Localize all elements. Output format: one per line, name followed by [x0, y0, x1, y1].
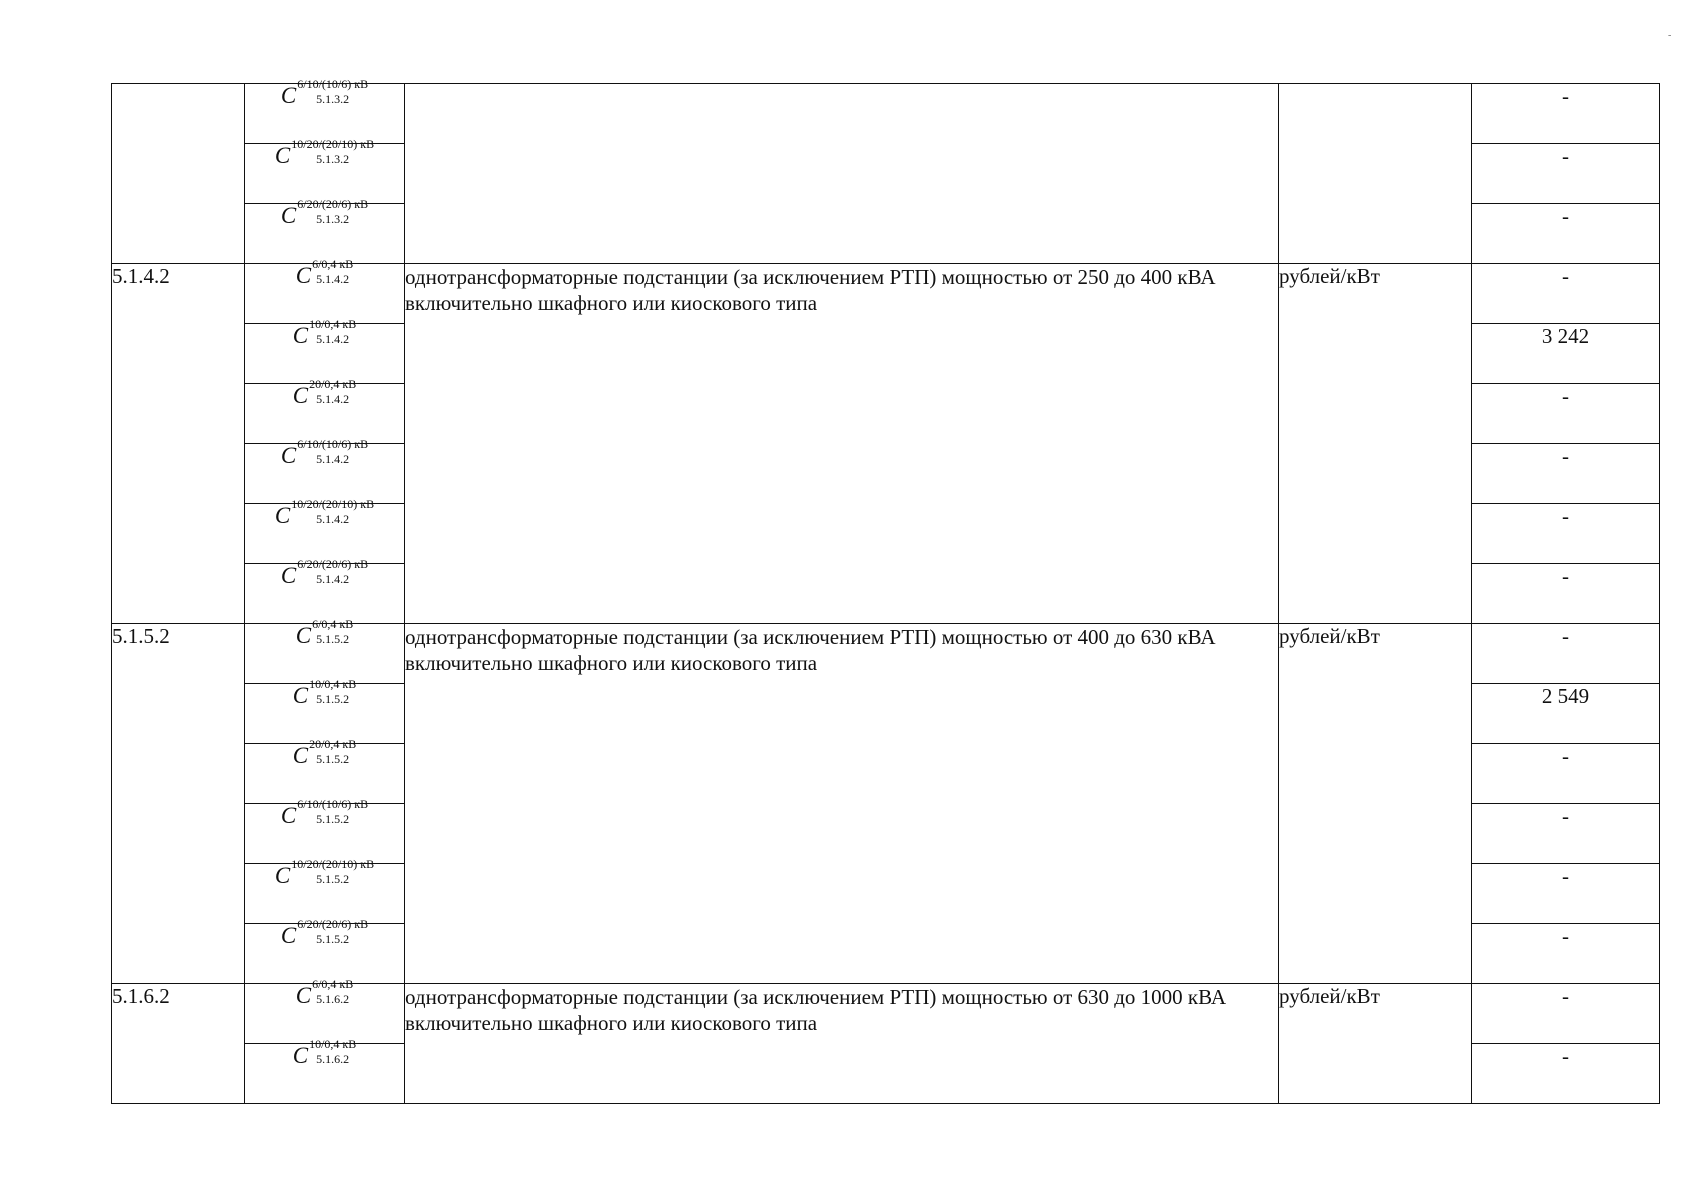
rate-value: - — [1472, 1044, 1660, 1104]
rate-voltage: 6/0,4 кВ — [312, 257, 354, 271]
item-code: 5.1.6.2 — [112, 984, 245, 1104]
rate-formula — [274, 137, 375, 168]
rate-index: 5.1.6.2 — [316, 992, 350, 1006]
rate-letter: C — [280, 923, 297, 948]
rate-symbol — [245, 377, 405, 444]
rate-formula — [295, 977, 354, 1008]
rate-symbol — [245, 557, 405, 624]
rate-formula — [280, 797, 369, 828]
rate-symbol — [245, 977, 405, 1044]
rate-voltage: 10/20/(20/10) кВ — [291, 857, 375, 871]
rate-letter: C — [280, 83, 297, 108]
rate-symbol — [245, 197, 405, 264]
rate-value: - — [1472, 264, 1660, 324]
rate-formula — [280, 437, 369, 468]
item-unit: рублей/кВт — [1279, 984, 1472, 1104]
rate-formula — [274, 497, 375, 528]
rate-index: 5.1.4.2 — [316, 452, 350, 466]
rate-voltage: 10/0,4 кВ — [309, 1037, 357, 1051]
rate-voltage: 10/0,4 кВ — [309, 317, 357, 331]
rate-index: 5.1.4.2 — [316, 272, 350, 286]
rate-letter: C — [292, 383, 309, 408]
table-row — [112, 984, 1660, 1044]
item-description — [405, 84, 1279, 264]
item-unit: рублей/кВт — [1279, 264, 1472, 624]
item-code: 5.1.4.2 — [112, 264, 245, 624]
rate-value: - — [1472, 984, 1660, 1044]
rate-letter: C — [280, 443, 297, 468]
rate-voltage: 6/10/(10/6) кВ — [297, 77, 369, 91]
rate-value: - — [1472, 564, 1660, 624]
rate-value: - — [1472, 144, 1660, 204]
rate-formula — [280, 77, 369, 108]
item-code: 5.1.5.2 — [112, 624, 245, 984]
rate-index: 5.1.4.2 — [316, 512, 350, 526]
rate-value: - — [1472, 864, 1660, 924]
rate-index: 5.1.5.2 — [316, 632, 350, 646]
rate-symbol — [245, 257, 405, 324]
rate-value: 3 242 — [1472, 324, 1660, 384]
rate-symbol — [245, 137, 405, 204]
rate-index: 5.1.5.2 — [316, 932, 350, 946]
rate-value: - — [1472, 924, 1660, 984]
rate-letter: C — [280, 563, 297, 588]
rate-voltage: 6/20/(20/6) кВ — [297, 557, 369, 571]
rate-value: - — [1472, 204, 1660, 264]
item-description: однотрансформаторные подстанции (за исключением РТП) мощностью от 250 до 400 кВА включительно шкафного или киоскового типа — [405, 264, 1279, 624]
rate-letter: C — [280, 203, 297, 228]
rate-symbol — [245, 1037, 405, 1104]
table-row — [112, 84, 1660, 144]
rate-value: 2 549 — [1472, 684, 1660, 744]
rate-symbol — [245, 437, 405, 504]
rate-symbol — [245, 917, 405, 984]
rate-letter: C — [295, 983, 312, 1008]
rate-formula — [292, 677, 357, 708]
rate-letter: C — [280, 803, 297, 828]
item-description: однотрансформаторные подстанции (за исключением РТП) мощностью от 400 до 630 кВА включительно шкафного или киоскового типа — [405, 624, 1279, 984]
tariff-table-body — [112, 77, 1660, 1104]
rate-value: - — [1472, 384, 1660, 444]
rate-index: 5.1.5.2 — [316, 872, 350, 886]
rate-value: - — [1472, 804, 1660, 864]
rate-index: 5.1.4.2 — [316, 572, 350, 586]
rate-letter: C — [292, 743, 309, 768]
rate-formula — [274, 857, 375, 888]
rate-voltage: 10/20/(20/10) кВ — [291, 497, 375, 511]
rate-symbol — [245, 617, 405, 684]
rate-symbol — [245, 857, 405, 924]
table-row — [112, 264, 1660, 324]
rate-value: - — [1472, 444, 1660, 504]
rate-letter: C — [274, 863, 291, 888]
rate-letter: C — [292, 683, 309, 708]
page-mark: - — [1668, 30, 1672, 41]
rate-formula — [280, 197, 369, 228]
rate-symbol — [245, 737, 405, 804]
item-unit — [1279, 84, 1472, 264]
rate-letter: C — [295, 263, 312, 288]
rate-voltage: 20/0,4 кВ — [309, 377, 357, 391]
rate-letter: C — [274, 503, 291, 528]
rate-voltage: 6/0,4 кВ — [312, 617, 354, 631]
rate-index: 5.1.3.2 — [316, 92, 350, 106]
rate-symbol — [245, 797, 405, 864]
rate-index: 5.1.3.2 — [316, 212, 350, 226]
rate-value: - — [1472, 84, 1660, 144]
item-code — [112, 84, 245, 264]
rate-formula — [292, 1037, 357, 1068]
rate-formula — [292, 377, 357, 408]
rate-index: 5.1.4.2 — [316, 392, 350, 406]
rate-voltage: 10/0,4 кВ — [309, 677, 357, 691]
rate-voltage: 20/0,4 кВ — [309, 737, 357, 751]
rate-value: - — [1472, 504, 1660, 564]
rate-index: 5.1.4.2 — [316, 332, 350, 346]
rate-symbol — [245, 497, 405, 564]
rate-symbol — [245, 677, 405, 744]
rate-voltage: 6/20/(20/6) кВ — [297, 197, 369, 211]
rate-formula — [280, 557, 369, 588]
item-unit: рублей/кВт — [1279, 624, 1472, 984]
rate-symbol — [245, 317, 405, 384]
rate-letter: C — [274, 143, 291, 168]
rate-index: 5.1.6.2 — [316, 1052, 350, 1066]
rate-index: 5.1.3.2 — [316, 152, 350, 166]
table-row — [112, 624, 1660, 684]
rate-formula — [295, 257, 354, 288]
rate-letter: C — [292, 323, 309, 348]
rate-index: 5.1.5.2 — [316, 812, 350, 826]
rate-index: 5.1.5.2 — [316, 692, 350, 706]
rate-voltage: 6/10/(10/6) кВ — [297, 437, 369, 451]
rate-symbol — [245, 77, 405, 144]
rate-formula — [292, 737, 357, 768]
rate-value: - — [1472, 624, 1660, 684]
tariff-table — [111, 77, 1660, 1104]
rate-voltage: 6/0,4 кВ — [312, 977, 354, 991]
rate-formula — [295, 617, 354, 648]
rate-voltage: 6/20/(20/6) кВ — [297, 917, 369, 931]
rate-letter: C — [292, 1043, 309, 1068]
rate-index: 5.1.5.2 — [316, 752, 350, 766]
rate-value: - — [1472, 744, 1660, 804]
rate-formula — [292, 317, 357, 348]
item-description: однотрансформаторные подстанции (за исключением РТП) мощностью от 630 до 1000 кВА включительно шкафного или киоскового типа — [405, 984, 1279, 1104]
rate-voltage: 10/20/(20/10) кВ — [291, 137, 375, 151]
rate-voltage: 6/10/(10/6) кВ — [297, 797, 369, 811]
rate-formula — [280, 917, 369, 948]
rate-letter: C — [295, 623, 312, 648]
